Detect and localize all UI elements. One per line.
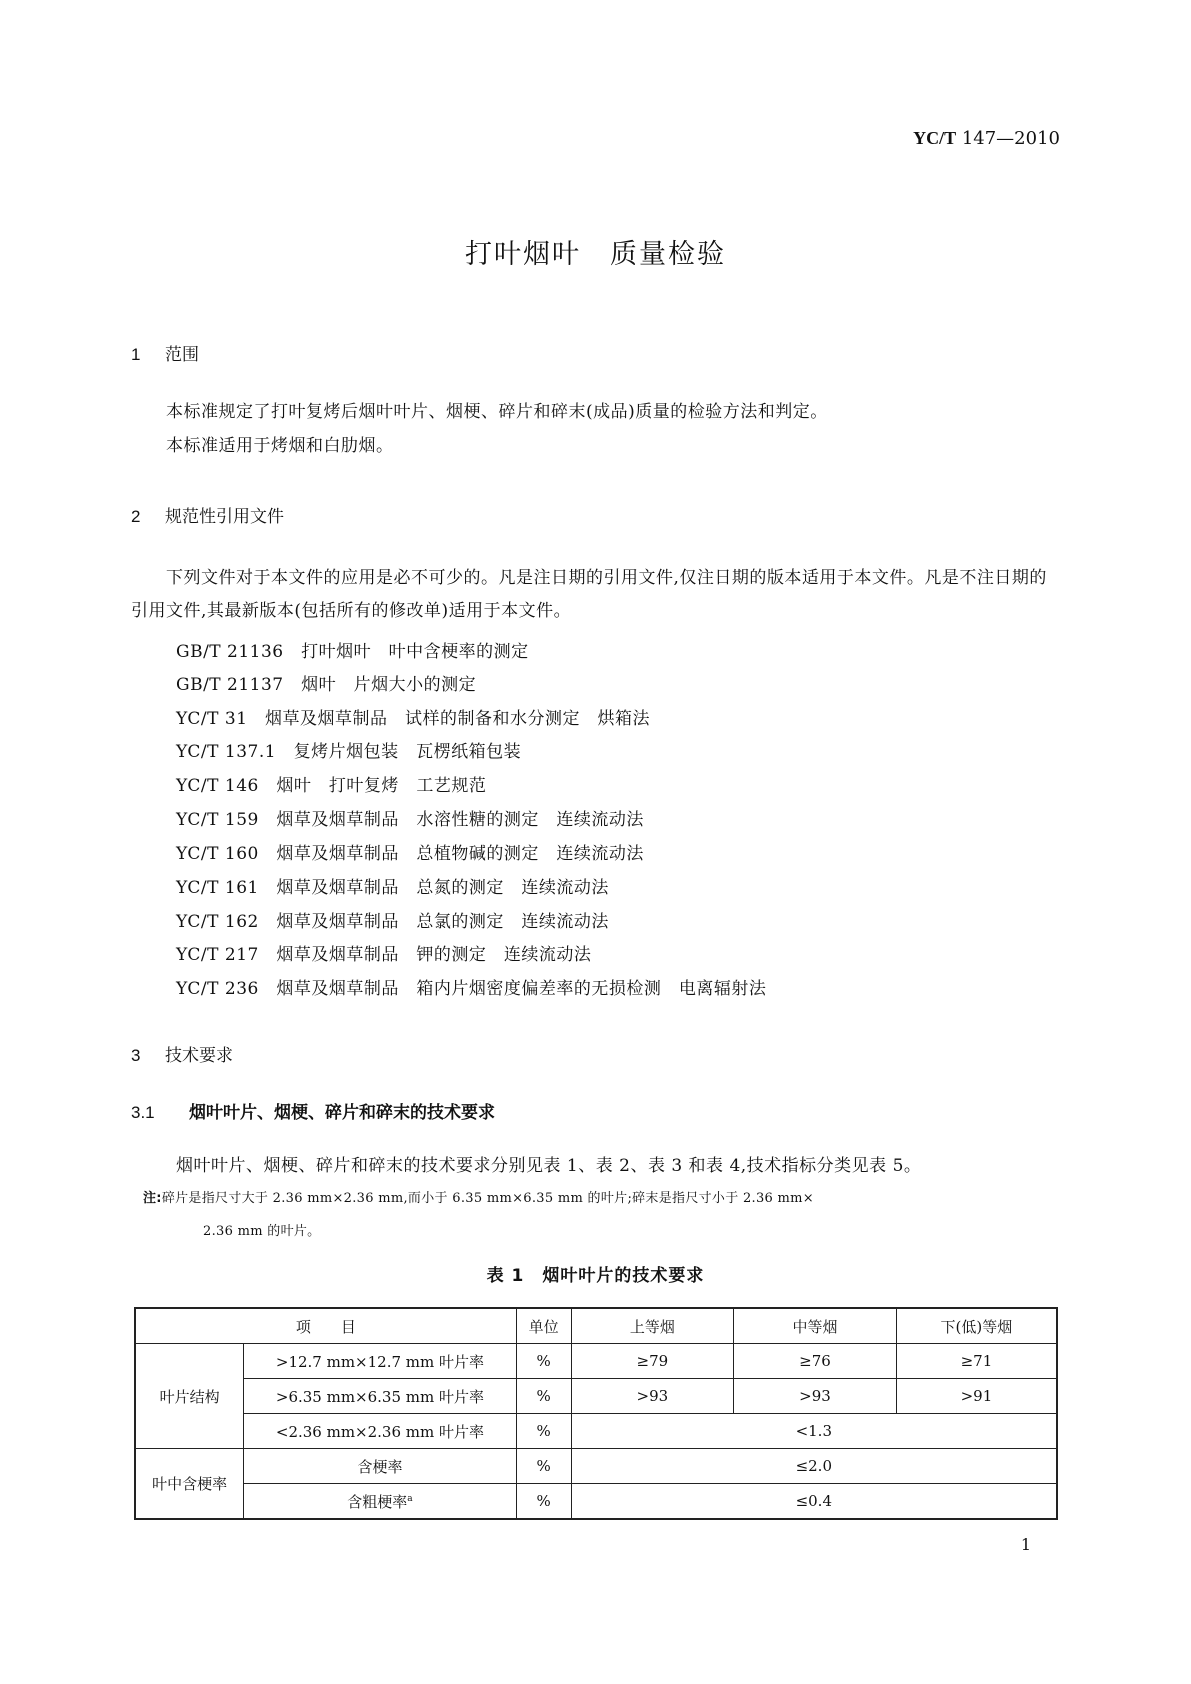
section-1-heading: 1 范围 <box>131 345 199 365</box>
page-number: 1 <box>1020 1535 1031 1554</box>
table-header-row <box>135 1308 1057 1344</box>
row-value: >91 <box>896 1379 1057 1414</box>
row-item: 含粗梗率$^a$ <box>244 1484 516 1520</box>
reference-item: YC/T 137.1 复烤片烟包装 瓦楞纸箱包装 <box>176 742 522 762</box>
reference-item: GB/T 21136 打叶烟叶 叶中含梗率的测定 <box>176 642 529 662</box>
reference-item: YC/T 162 烟草及烟草制品 总氯的测定 连续流动法 <box>176 912 609 932</box>
reference-item: GB/T 21137 烟叶 片烟大小的测定 <box>176 675 477 695</box>
reference-item: YC/T 160 烟草及烟草制品 总植物碱的测定 连续流动法 <box>176 844 644 864</box>
row-value: ≥71 <box>896 1344 1057 1379</box>
row-value-merged: ≤2.0 <box>571 1449 1057 1484</box>
row-item: >6.35 mm×6.35 mm 叶片率 <box>244 1379 516 1414</box>
group-leaf-structure: 叶片结构 <box>135 1344 244 1449</box>
row-item: <2.36 mm×2.36 mm 叶片率 <box>244 1414 516 1449</box>
reference-item: YC/T 217 烟草及烟草制品 钾的测定 连续流动法 <box>176 945 592 965</box>
document-title: 打叶烟叶 质量检验 <box>465 239 726 270</box>
row-item: 含梗率 <box>244 1449 516 1484</box>
footnote-marker: a <box>407 1493 413 1504</box>
row-value-merged: ≤0.4 <box>571 1484 1057 1520</box>
row-value: >93 <box>734 1379 897 1414</box>
row-value: ≥79 <box>571 1344 734 1379</box>
row-item: >12.7 mm×12.7 mm 叶片率 <box>244 1344 516 1379</box>
table-row <box>135 1484 1057 1520</box>
header-grade-upper: 上等烟 <box>571 1308 734 1344</box>
section-3-1-text: 烟叶叶片、烟梗、碎片和碎末的技术要求分别见表 1、表 2、表 3 和表 4,技术指标分类见表 5。 <box>176 1156 922 1176</box>
row-value: ≥76 <box>734 1344 897 1379</box>
section-2-intro: 下列文件对于本文件的应用是必不可少的。凡是注日期的引用文件,仅注日期的版本适用于本文件。凡是不注日期的引用文件,其最新版本(包括所有的修改单)适用于本文件。 <box>131 568 1047 621</box>
reference-item: YC/T 236 烟草及烟草制品 箱内片烟密度偏差率的无损检测 电离辐射法 <box>176 979 767 999</box>
group-stem-in-leaf: 叶中含梗率 <box>135 1449 244 1520</box>
row-unit: % <box>516 1414 571 1449</box>
header-item: 项 目 <box>135 1308 516 1344</box>
row-value-merged: <1.3 <box>571 1414 1057 1449</box>
section-3-1-heading: 3.1 烟叶叶片、烟梗、碎片和碎末的技术要求 <box>131 1103 495 1123</box>
header-unit: 单位 <box>516 1308 571 1344</box>
row-unit: % <box>516 1379 571 1414</box>
reference-item: YC/T 159 烟草及烟草制品 水溶性糖的测定 连续流动法 <box>176 810 644 830</box>
section-1-paragraph: 本标准适用于烤烟和白肋烟。 <box>166 436 394 456</box>
table-1 <box>134 1307 1058 1520</box>
reference-item: YC/T 146 烟叶 打叶复烤 工艺规范 <box>176 776 487 796</box>
row-unit: % <box>516 1449 571 1484</box>
note-line-2: 2.36 mm 的叶片。 <box>203 1224 321 1239</box>
table-1-caption: 表 1 烟叶叶片的技术要求 <box>486 1266 705 1286</box>
table-row <box>135 1379 1057 1414</box>
standard-code: YC/T 147—2010 <box>913 128 1060 149</box>
table-row <box>135 1344 1057 1379</box>
row-unit: % <box>516 1484 571 1520</box>
row-value: >93 <box>571 1379 734 1414</box>
header-grade-lower: 下(低)等烟 <box>896 1308 1057 1344</box>
header-grade-middle: 中等烟 <box>734 1308 897 1344</box>
section-1-paragraph: 本标准规定了打叶复烤后烟叶叶片、烟梗、碎片和碎末(成品)质量的检验方法和判定。 <box>166 402 828 422</box>
section-2-heading: 2 规范性引用文件 <box>131 507 284 527</box>
table-row <box>135 1414 1057 1449</box>
table-row <box>135 1449 1057 1484</box>
row-unit: % <box>516 1344 571 1379</box>
section-3-heading: 3 技术要求 <box>131 1046 233 1066</box>
reference-item: YC/T 31 烟草及烟草制品 试样的制备和水分测定 烘箱法 <box>176 709 651 729</box>
reference-item: YC/T 161 烟草及烟草制品 总氮的测定 连续流动法 <box>176 878 609 898</box>
note-line-1: 注:碎片是指尺寸大于 2.36 mm×2.36 mm,而小于 6.35 mm×6.35 mm 的叶片;碎末是指尺寸小于 2.36 mm× <box>143 1191 814 1206</box>
